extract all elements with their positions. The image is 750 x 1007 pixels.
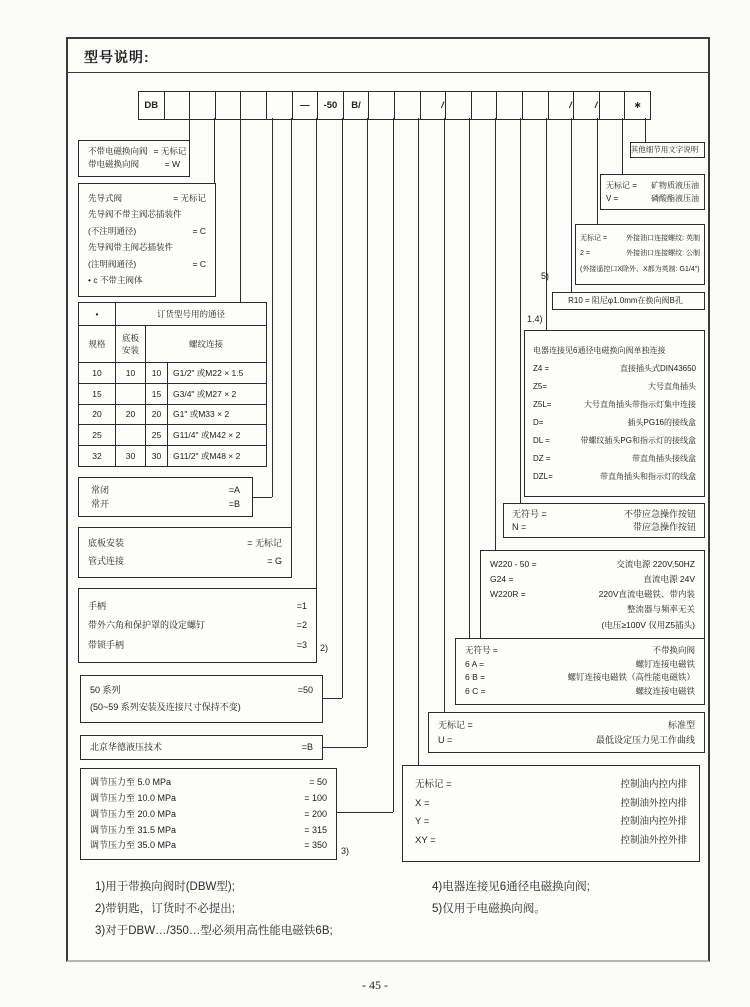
model-code-cell (369, 92, 395, 119)
legend-box-pressure-curve: 无标记 = 标准型 U = 最低设定压力见工作曲线 (428, 712, 705, 753)
connector-line (291, 118, 292, 527)
model-code-cell (190, 92, 216, 119)
connector-line (546, 118, 547, 330)
legend-box-other-details: 其他细节用文字说明 (630, 142, 705, 158)
model-code-cell: — (293, 92, 319, 119)
footnote-line: 2)带钥匙，订货时不必提出; (95, 903, 235, 915)
connector-line (189, 118, 190, 140)
connector-line (342, 118, 343, 698)
table-row: 32 30 30 G11/2" 或M48 × 2 (79, 446, 266, 466)
legend-box-mounting: 底板安装 = 无标记 管式连接 = G (78, 527, 292, 578)
legend-box-power-supply: W220 - 50 = 交流电源 220V,50HZ G24 = 直流电源 24V W220R = 220V直流电磁铁、带内装 整流器与频率无关 (电压≥100V 仅用Z5插头) (480, 550, 705, 640)
connector-line (253, 497, 272, 498)
note-marker-5: 5) (541, 271, 550, 281)
connector-line (214, 118, 215, 183)
connector-line (622, 118, 623, 174)
model-code-cell (216, 92, 242, 119)
model-code-cell: B/ (344, 92, 370, 119)
spec-table (78, 302, 267, 467)
connector-line (323, 698, 342, 699)
connector-line (316, 118, 317, 588)
connector-line (571, 118, 572, 292)
model-code-cell: ∗ (633, 100, 642, 111)
footnote-line: 5)仅用于电磁换向阀。 (432, 903, 546, 915)
connector-line (418, 118, 419, 765)
note-marker-3: 3) (341, 846, 350, 856)
connector-line (645, 118, 646, 142)
connector-line (597, 118, 598, 224)
table-col-plate: 底板安装 (116, 326, 146, 362)
legend-box-emergency-button: 无符号 = 不带应急操作按钮 N = 带应急操作按钮 (503, 503, 705, 538)
table-rows (79, 363, 266, 466)
page-number: - 45 - (362, 978, 388, 992)
note-marker-1-4: 1.4) (527, 314, 543, 324)
table-row: 15 15 G3/4" 或M27 × 2 (79, 384, 266, 405)
connector-line (393, 118, 394, 812)
model-code-cell (523, 92, 549, 119)
table-row: 10 10 10 G1/2" 或M22 × 1.5 (79, 363, 266, 384)
model-code-cell: DB (139, 92, 165, 119)
connector-line (444, 118, 445, 712)
page-title: 型号说明: (84, 49, 150, 65)
table-col-thread: 螺纹连接 (188, 339, 223, 349)
footnote-line: 1)用于带换向阀时(DBW型); (95, 881, 235, 893)
footnote-line: 3)对于DBW…/350…型必须用高性能电磁铁6B; (95, 925, 333, 937)
connector-line (337, 812, 393, 813)
model-code-cell (165, 92, 191, 119)
legend-box-pressure-rating: 调节压力至 5.0 MPa = 50 调节压力至 10.0 MPa = 100 调节压力至 20.0 MPa = 200 调节压力至 31.5 MPa = 315 调节压力至 35.0 MPa = 350 (80, 768, 337, 860)
model-code-cell: / (600, 92, 626, 119)
model-code-cell (395, 92, 421, 119)
connector-line (520, 118, 521, 503)
legend-box-electrical-connection: 电器连接见6通径电磁换向阀单独连接 Z4 = 直接插头式DIN43650 Z5= 大号直角插头 Z5L= 大号直角插头带指示灯集中连接 D= 插头PG16的接线盒 DL = 带螺纹插头PG和指示灯的接线盒 DZ = 带直角插头接线盒 DZL= 带直角插头和指示灯的线盒 (524, 330, 705, 497)
table-row: 25 25 G11/4" 或M42 × 2 (79, 425, 266, 446)
connector-line (323, 747, 367, 748)
connector-line (495, 118, 496, 550)
connector-line (469, 118, 470, 638)
note-marker-2: 2) (320, 643, 329, 653)
footnotes-right (432, 876, 590, 920)
connector-line (240, 118, 241, 302)
connector-line (367, 118, 368, 747)
title-divider (66, 72, 710, 73)
model-code-cell: -50 (318, 92, 344, 119)
connector-line (272, 118, 273, 497)
legend-box-normally-closed-open: 常闭 =A 常开 =B (78, 477, 253, 517)
model-code-row (138, 91, 651, 120)
legend-box-manufacturer: 北京华德液压技术 =B (80, 735, 323, 760)
model-code-cell: / (574, 92, 600, 119)
table-span-header: 订货型号用的通径 (156, 309, 225, 319)
legend-box-oil-control: 无标记 = 控制油内控内排 X = 控制油外控内排 Y = 控制油内控外排 XY = 控制油外控外排 (402, 765, 700, 862)
legend-box-pilot-valve: 先导式阀 = 无标记 先导阀不带主阀芯插装件 (不注明通径) = C 先导阀带主阀芯插装件 (注明阀通径) = C • c 不带主阀体 (78, 183, 216, 297)
legend-box-port-thread: 无标记 = 外接油口连接螺纹: 英制 2 = 外接油口连接螺纹: 公制 (外接遥控口X除外、X都为英制: G1/4") (575, 224, 705, 285)
legend-box-solenoid-type: 无符号 = 不带换向阀 6 A = 螺钉连接电磁铁 6 B = 螺钉连接电磁铁（高性能电磁铁） 6 C = 螺纹连接电磁铁 (455, 638, 705, 705)
legend-box-solenoid-valve: 不带电磁换向阀 = 无标记 带电磁换向阀 = W (78, 140, 190, 177)
table-corner-cell: • (79, 303, 116, 325)
model-code-cell: / (446, 92, 472, 119)
model-code-cell (241, 92, 267, 119)
model-code-cell (472, 92, 498, 119)
footnotes-left (95, 876, 333, 942)
table-row: 20 20 20 G1" 或M33 × 2 (79, 405, 266, 426)
model-code-cell (267, 92, 293, 119)
table-col-size: 规格 (79, 326, 116, 362)
legend-box-series: 50 系列 =50 (50~59 系列安装及连接尺寸保持不变) (80, 675, 323, 723)
footnote-line: 4)电器连接见6通径电磁换向阀; (432, 881, 590, 893)
legend-box-adjustment-element: 手柄 =1 带外六角和保护罩的设定螺钉 =2 带锁手柄 =3 (78, 588, 317, 663)
legend-box-orifice: R10 = 阻尼φ1.0mm在换向阀B孔 (552, 292, 705, 310)
model-code-cell (497, 92, 523, 119)
legend-box-fluid-type: 无标记 = 矿物质液压油 V = 磷酸酯液压油 (600, 174, 705, 210)
